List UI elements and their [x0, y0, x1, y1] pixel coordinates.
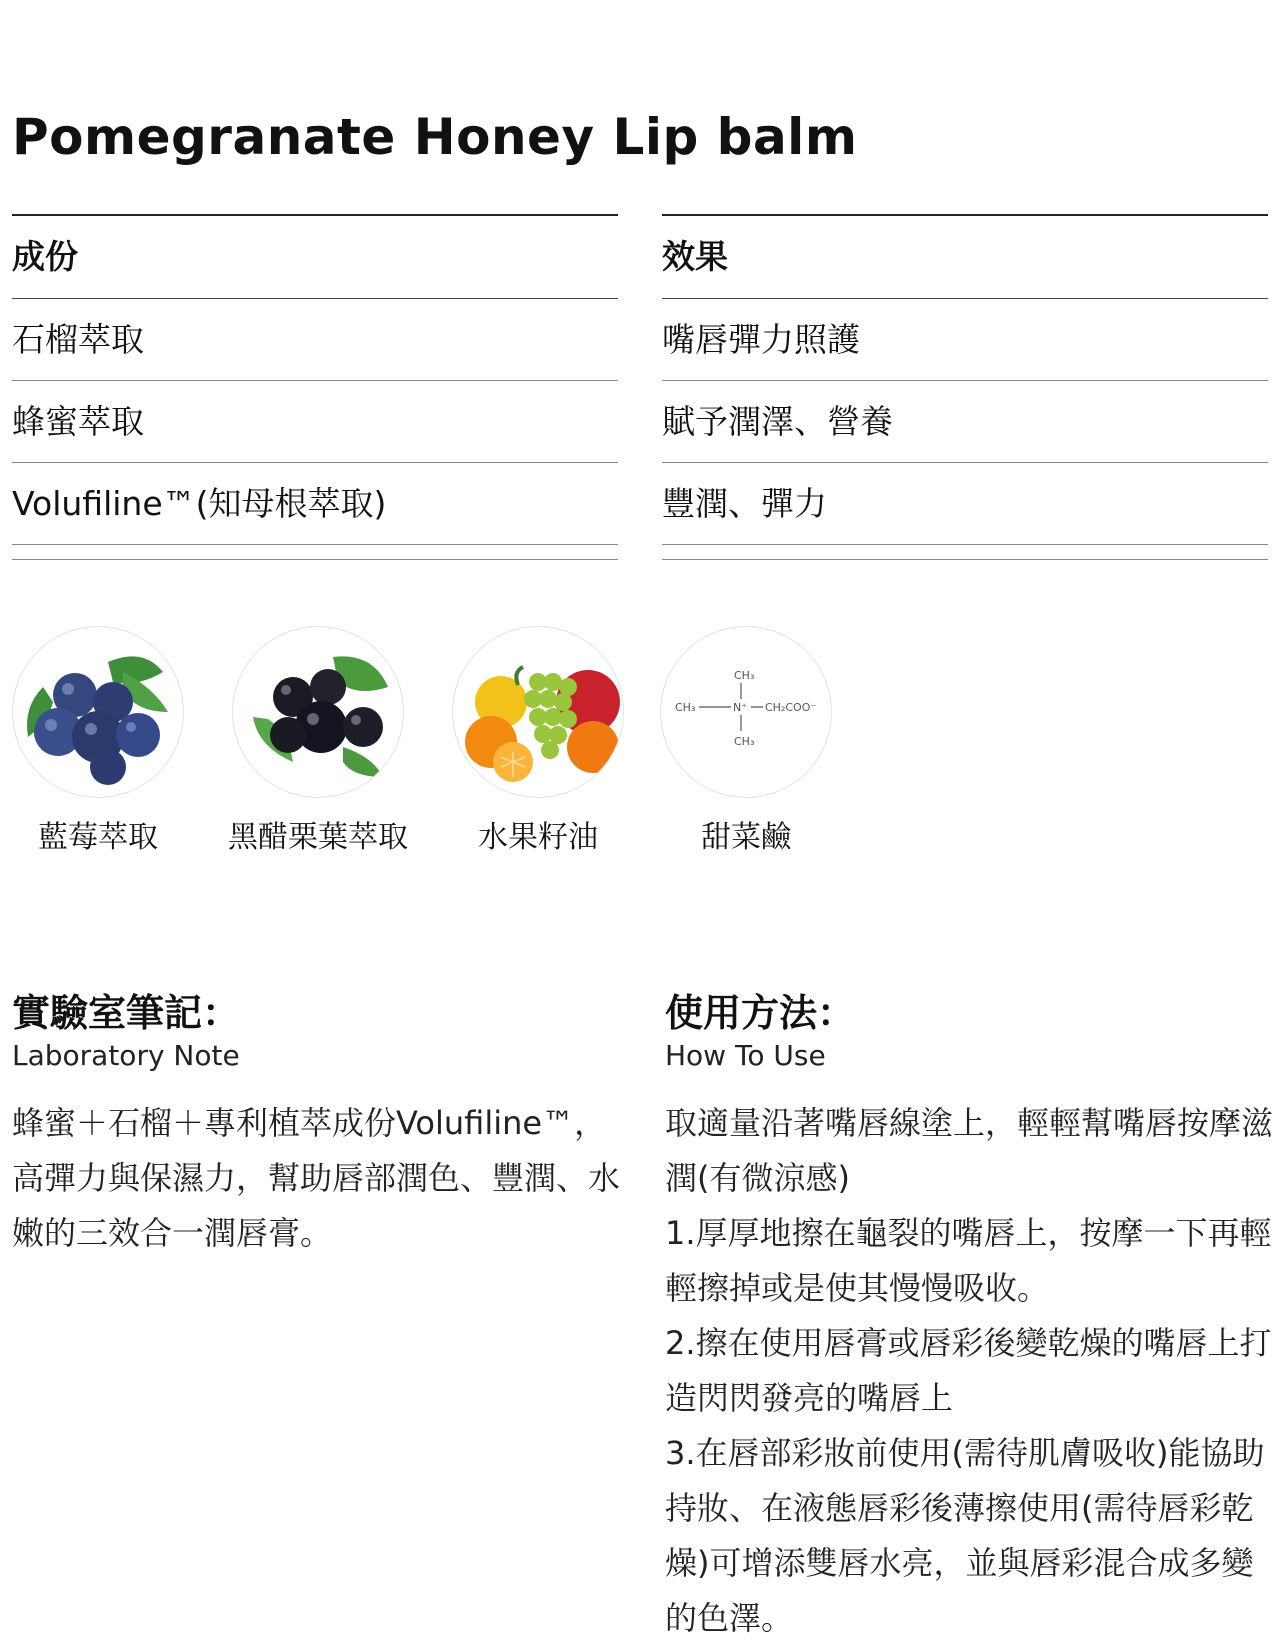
blueberry-icon — [12, 626, 184, 798]
lab-note-section — [12, 990, 622, 1261]
ingredient-label: 藍莓萃取 — [38, 820, 158, 855]
lab-note-heading: 實驗室筆記： — [12, 991, 241, 1035]
ingredient-row: 石榴萃取 — [12, 299, 618, 381]
how-to-use-text — [665, 1096, 1275, 1646]
lab-note-paragraph: 蜂蜜＋石榴＋專利植萃成份Volufiline™，高彈力與保濕力，幫助唇部潤色、豐潤、水嫩的三效合一潤唇膏。 — [12, 1104, 621, 1252]
ingredient-card — [0, 626, 208, 856]
effects-header: 效果 — [662, 216, 1268, 299]
ingredients-header: 成份 — [12, 216, 618, 299]
how-to-use-paragraph: 取適量沿著嘴唇線塗上，輕輕幫嘴唇按摩滋潤(有微涼感) — [665, 1104, 1274, 1197]
effects-table — [662, 214, 1268, 560]
ingredient-card — [636, 626, 856, 856]
effect-row: 嘴唇彈力照護 — [662, 299, 1268, 381]
formula-right: CH₂COO⁻ — [765, 701, 817, 714]
ingredient-card — [428, 626, 648, 856]
blackcurrant-icon — [232, 626, 404, 798]
how-to-use-subheading: How To Use — [665, 1039, 826, 1072]
how-to-use-section — [665, 990, 1275, 1646]
formula-left: CH₃ — [675, 701, 696, 714]
product-title: Pomegranate Honey Lip balm — [12, 108, 858, 166]
ingredient-label: 水果籽油 — [478, 820, 598, 855]
how-to-use-step: 2.擦在使用唇膏或唇彩後變乾燥的嘴唇上打造閃閃發亮的嘴唇上 — [665, 1324, 1272, 1417]
ingredient-row: Volufiline™(知母根萃取) — [12, 463, 618, 545]
effect-row: 豐潤、彈力 — [662, 463, 1268, 545]
how-to-use-heading: 使用方法： — [665, 991, 856, 1035]
formula-center: N⁺ — [733, 701, 748, 714]
formula-top: CH₃ — [734, 669, 755, 682]
ingredient-icons — [0, 626, 880, 856]
lab-note-text — [12, 1096, 622, 1261]
how-to-use-step: 3.在唇部彩妝前使用(需待肌膚吸收)能協助持妝、在液態唇彩後薄擦使用(需待唇彩乾燥)可增添雙唇水亮，並與唇彩混合成多變的色澤。 — [665, 1434, 1265, 1637]
table-bottom-rule — [662, 545, 1268, 560]
betaine-formula-icon — [660, 626, 832, 798]
ingredient-card — [208, 626, 428, 856]
ingredients-table — [12, 214, 618, 560]
lab-note-subheading: Laboratory Note — [12, 1039, 240, 1072]
formula-bottom: CH₃ — [734, 735, 755, 748]
ingredient-label: 甜菜鹼 — [701, 820, 791, 855]
table-bottom-rule — [12, 545, 618, 560]
ingredient-label: 黑醋栗葉萃取 — [228, 820, 408, 855]
fruit-icon — [452, 626, 624, 798]
how-to-use-step: 1.厚厚地擦在龜裂的嘴唇上，按摩一下再輕輕擦掉或是使其慢慢吸收。 — [665, 1214, 1272, 1307]
effect-row: 賦予潤澤、營養 — [662, 381, 1268, 463]
ingredient-row: 蜂蜜萃取 — [12, 381, 618, 463]
